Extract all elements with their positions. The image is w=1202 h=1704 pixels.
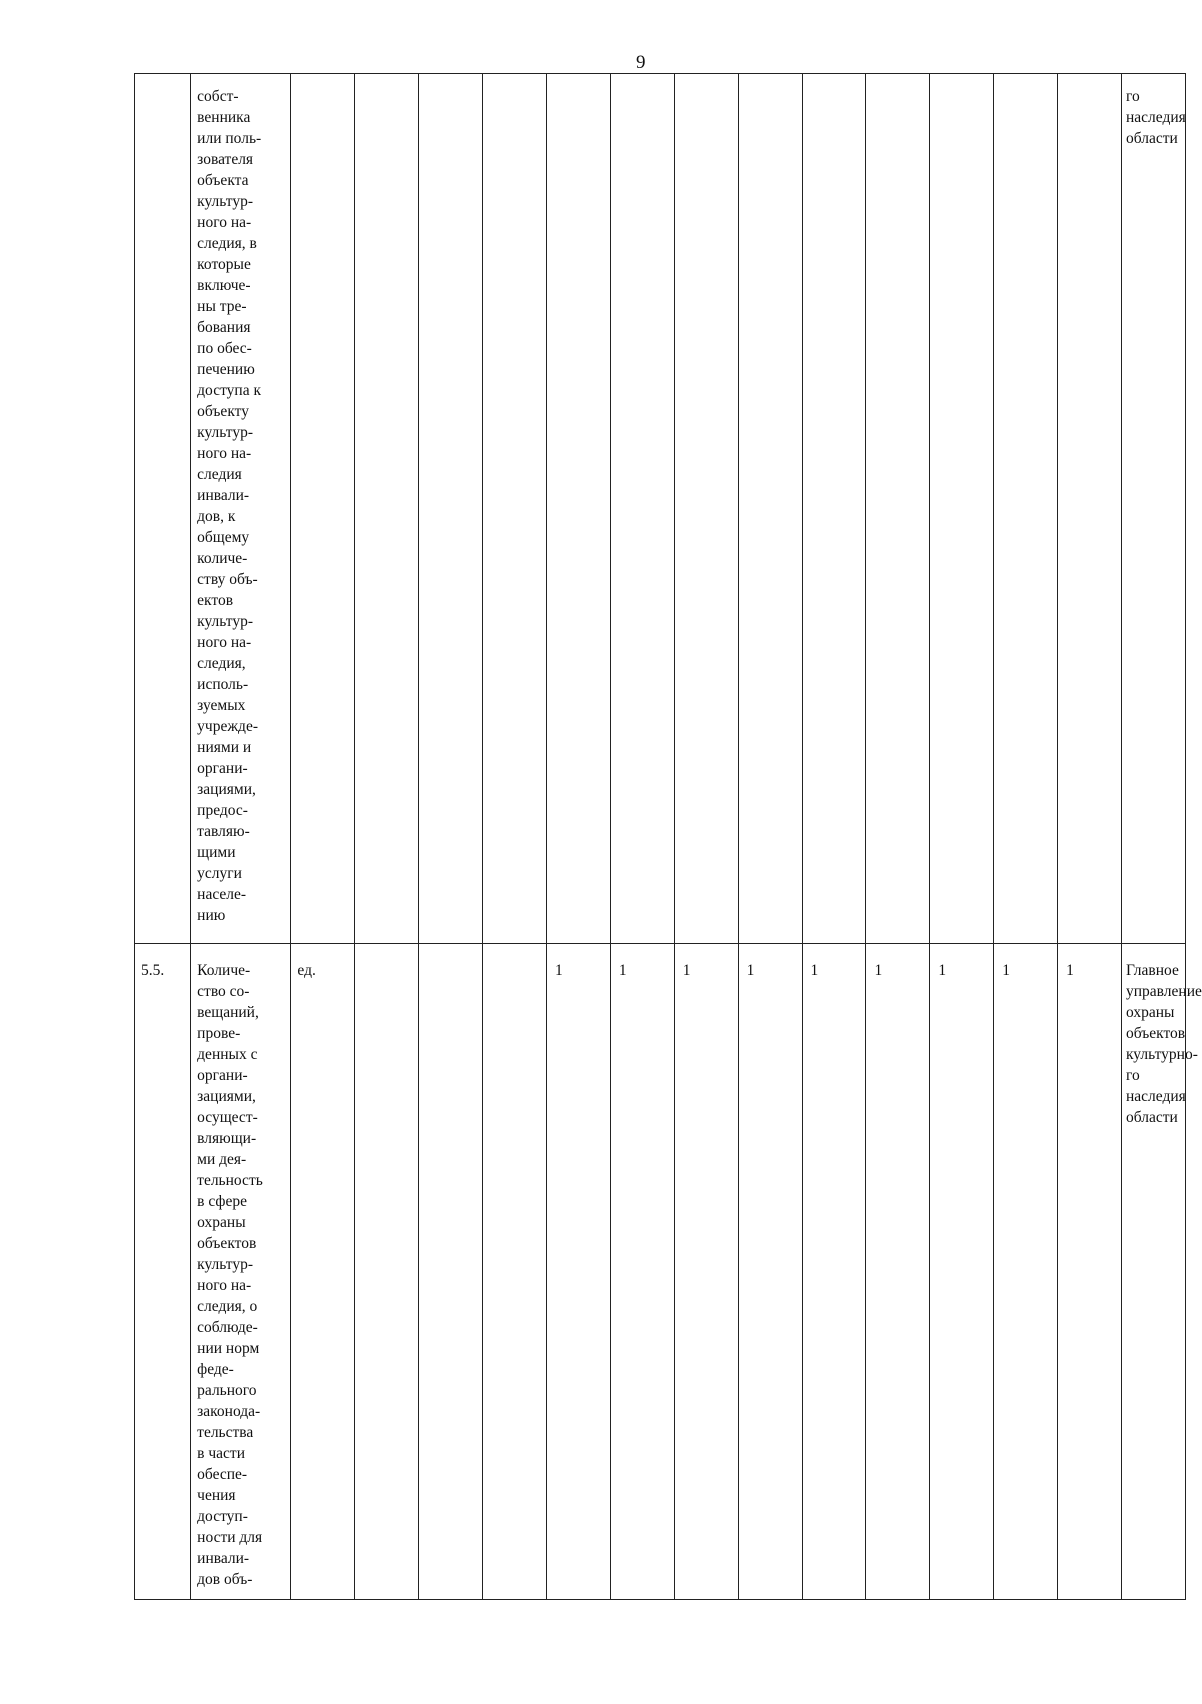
unit bbox=[291, 74, 355, 944]
indicators-table bbox=[134, 73, 1202, 1600]
unit: ед. bbox=[291, 944, 355, 1600]
value-cell: 1 bbox=[1058, 944, 1122, 1600]
indicator-name: Количе- ство со- вещаний, прове- денных с органи- зациями, осущест- вляющи- ми дея- тельность в сфере охраны объектов культур- ного на- следия, о соблюде- нии норм феде- рального законода- тельства в части обеспе- чения доступ- ности для инвали- дов объ- bbox=[191, 944, 291, 1600]
indicator-name: собст- венника или поль- зователя объекта культур- ного на- следия, в которые включе- ны тре- бования по обес- печению доступа к объекту культур- ного на- следия инвали- дов, к общему количе- ству объ- ектов культур- ного на- следия, исполь- зуемых учрежде- ниями и органи- зациями, предос- тавляю- щими услуги населе- нию bbox=[191, 74, 291, 944]
value-cell bbox=[738, 74, 802, 944]
value-cell: 1 bbox=[546, 944, 610, 1600]
value-cell: 1 bbox=[866, 944, 930, 1600]
row-number bbox=[135, 74, 191, 944]
value-cell: 1 bbox=[802, 944, 866, 1600]
value-cell bbox=[1058, 74, 1122, 944]
value-cell bbox=[674, 74, 738, 944]
value-cell: 1 bbox=[930, 944, 994, 1600]
value-cell bbox=[355, 944, 419, 1600]
value-cell bbox=[355, 74, 419, 944]
value-cell bbox=[866, 74, 930, 944]
row-number: 5.5. bbox=[135, 944, 191, 1600]
value-cell bbox=[930, 74, 994, 944]
value-cell bbox=[419, 74, 483, 944]
responsible-cell: Главное управление охраны объектов культурно- го наследия области bbox=[1122, 944, 1186, 1600]
value-cell: 1 bbox=[674, 944, 738, 1600]
value-cell: 1 bbox=[994, 944, 1058, 1600]
value-cell: 1 bbox=[610, 944, 674, 1600]
value-cell bbox=[483, 944, 547, 1600]
value-cell bbox=[419, 944, 483, 1600]
responsible-cell: го наследия области bbox=[1122, 74, 1186, 944]
page-number: 9 bbox=[636, 52, 646, 73]
value-cell bbox=[802, 74, 866, 944]
value-cell bbox=[610, 74, 674, 944]
value-cell bbox=[994, 74, 1058, 944]
value-cell: 1 bbox=[738, 944, 802, 1600]
table-row bbox=[135, 74, 1186, 944]
table-row bbox=[135, 944, 1186, 1600]
value-cell bbox=[483, 74, 547, 944]
value-cell bbox=[546, 74, 610, 944]
